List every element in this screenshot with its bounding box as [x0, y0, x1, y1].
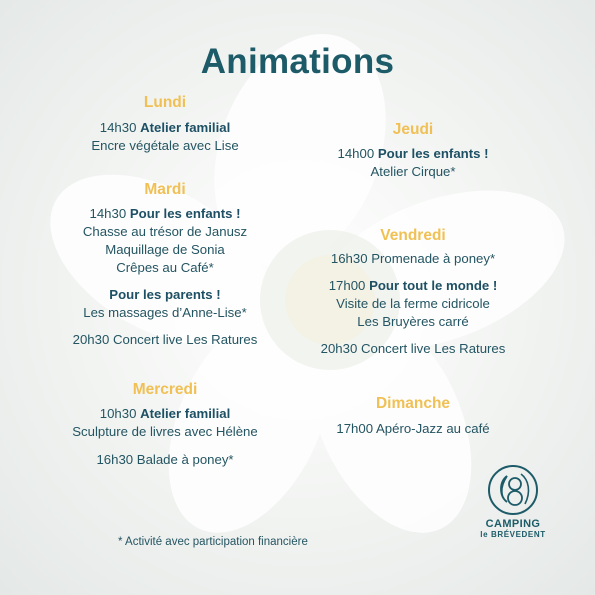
- activity-line: Encre végétale avec Lise: [91, 138, 239, 153]
- day-block-dimanche: [303, 394, 523, 438]
- activity-title: Pour les parents !: [109, 287, 221, 302]
- activity-line: Les massages d’Anne-Lise*: [83, 305, 247, 320]
- day-block-jeudi: [303, 120, 523, 181]
- activity-title: Pour tout le monde !: [369, 278, 498, 293]
- activity-title: Pour les enfants !: [129, 206, 241, 221]
- activity-line: Maquillage de Sonia: [105, 242, 225, 257]
- activity-line: 20h30 Concert live Les Ratures: [320, 341, 506, 356]
- activity-time: 10h30: [99, 406, 137, 421]
- day-title: Mardi: [144, 181, 186, 198]
- activity-line: [55, 286, 275, 304]
- activity-title: Atelier familial: [140, 120, 231, 135]
- day-block-lundi: [55, 93, 275, 155]
- activity-line: [303, 277, 523, 295]
- activity-line: 20h30 Concert live Les Ratures: [72, 332, 258, 347]
- day-block-mardi: [55, 180, 275, 349]
- day-block-vendredi: [303, 226, 523, 358]
- activity-time: 14h30: [89, 206, 127, 221]
- activity-line: 16h30 Promenade à poney*: [330, 251, 496, 266]
- page-title: Animations: [200, 42, 395, 81]
- activity-title: Atelier familial: [140, 406, 231, 421]
- activity-line: 17h00 Apéro-Jazz au café: [336, 421, 490, 436]
- logo-name: CAMPING: [485, 518, 541, 530]
- activity-line: Crêpes au Café*: [116, 260, 214, 275]
- activity-line: [55, 405, 275, 423]
- activity-line: Chasse au trésor de Janusz: [82, 224, 248, 239]
- camping-logo-icon: [485, 462, 541, 518]
- activity-line: 16h30 Balade à poney*: [96, 452, 234, 467]
- day-title: Vendredi: [380, 227, 446, 244]
- activity-line: Les Bruyères carré: [357, 314, 469, 329]
- day-title: Lundi: [143, 94, 187, 111]
- activity-line: [303, 145, 523, 163]
- activity-title: Pour les enfants !: [377, 146, 489, 161]
- day-title: Dimanche: [375, 395, 451, 412]
- activity-line: [55, 119, 275, 137]
- activity-line: Visite de la ferme cidricole: [336, 296, 490, 311]
- activity-time: 14h30: [99, 120, 137, 135]
- day-block-mercredi: [55, 380, 275, 469]
- camping-logo: [478, 462, 548, 540]
- footnote: * Activité avec participation financière: [118, 536, 308, 548]
- activity-time: 17h00: [328, 278, 366, 293]
- activity-line: Atelier Cirque*: [370, 164, 456, 179]
- activity-line: Sculpture de livres avec Hélène: [72, 424, 258, 439]
- day-title: Mercredi: [132, 381, 198, 398]
- day-title: Jeudi: [392, 121, 434, 138]
- activity-line: [55, 205, 275, 223]
- activity-time: 14h00: [337, 146, 375, 161]
- logo-subname: le BRÉVEDENT: [480, 530, 546, 539]
